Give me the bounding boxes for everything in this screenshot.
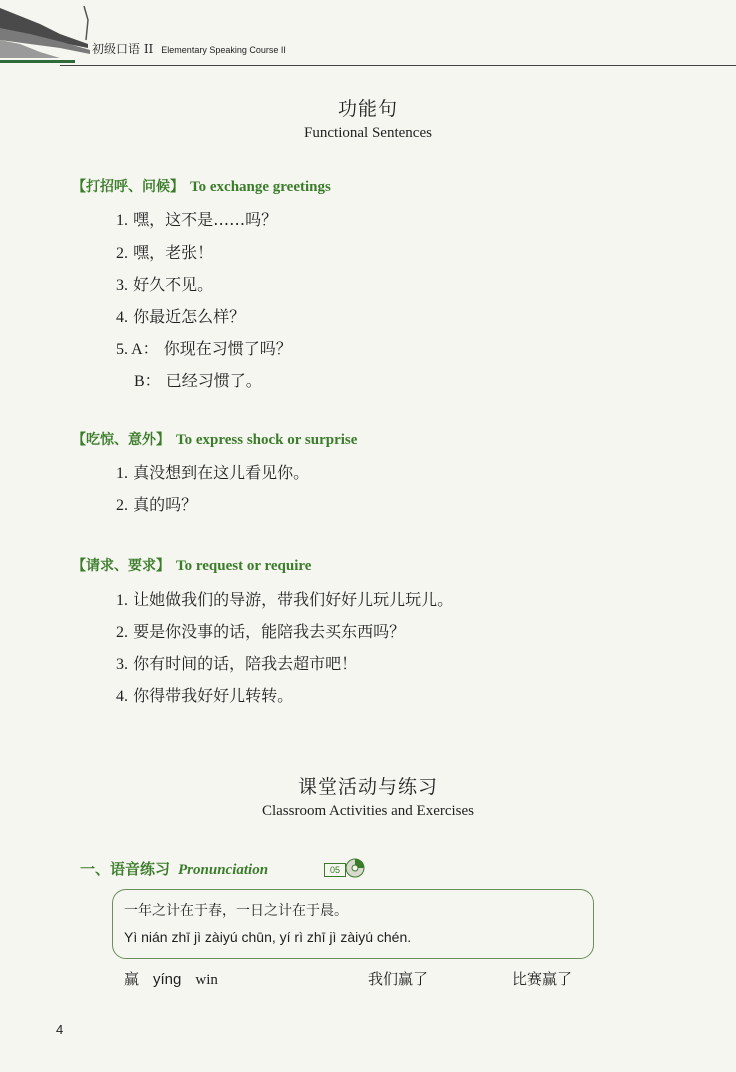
vocab-example-1 (368, 968, 428, 989)
audio-track-badge[interactable]: 05 (324, 863, 346, 877)
sentence-number: 2. (116, 497, 128, 514)
sentence-item (116, 651, 357, 674)
sentence-number: 3. (116, 656, 128, 673)
book-title-en: Elementary Speaking Course II (161, 45, 286, 55)
sentence-number: B： (134, 373, 161, 390)
activities-title-en: Classroom Activities and Exercises (261, 803, 475, 819)
sentence-text: 嘿，老张！ (133, 243, 214, 262)
sentence-text: 真的吗？ (133, 495, 198, 514)
proverb-pinyin: Yì nián zhī jì zàiyú chūn, yí rì zhī jì zàiyú chén. (124, 929, 412, 945)
sentence-item (134, 368, 262, 391)
category-label-en: To exchange greetings (190, 179, 331, 195)
sentence-item (116, 587, 453, 610)
sentence-number: 3. (116, 277, 128, 294)
sentence-text: 你最近怎么样？ (133, 307, 246, 326)
category-heading-request (72, 555, 311, 575)
sentence-text: 真没想到在这儿看见你。 (133, 463, 310, 482)
sentence-text: 你有时间的话，陪我去超市吧！ (133, 654, 358, 673)
sentence-text: 好久不见。 (133, 275, 214, 294)
functional-title-en: Functional Sentences (304, 125, 432, 141)
sentence-text: 要是你没事的话，能陪我去买东西吗？ (133, 622, 406, 641)
pagoda-roof-icon (0, 0, 92, 64)
vocab-pinyin: yíng (153, 971, 182, 988)
running-header (92, 40, 286, 57)
category-label-zh: 【请求、要求】 (72, 558, 170, 574)
sentence-number: 5. A： (116, 341, 159, 358)
pronunciation-heading (80, 858, 268, 879)
proverb-chinese: 一年之计在于春，一日之计在于晨。 (124, 903, 348, 919)
sentence-number: 1. (116, 212, 128, 229)
category-heading-greetings (72, 176, 331, 196)
activities-title-zh: 课堂活动与练习 (297, 776, 438, 798)
header-rule (60, 65, 736, 66)
pronunciation-heading-en: Pronunciation (178, 862, 269, 878)
sentence-text: 嘿，这不是……吗？ (133, 210, 278, 229)
book-title-zh: 初级口语 II (92, 42, 154, 56)
activities-title (0, 772, 736, 820)
category-heading-surprise (72, 429, 357, 449)
sentence-item (116, 460, 309, 483)
sentence-item (116, 304, 245, 327)
category-label-zh: 【吃惊、意外】 (72, 432, 170, 448)
category-label-en: To request or require (176, 558, 312, 574)
vocab-english: win (195, 972, 218, 988)
category-label-zh: 【打招呼、问候】 (72, 179, 184, 195)
category-label-en: To express shock or surprise (176, 432, 358, 448)
header-accent-bar (0, 60, 75, 63)
functional-title (0, 94, 736, 142)
sentence-item (116, 619, 405, 642)
page-number: 4 (56, 1022, 64, 1037)
vocab-example-text: 比赛赢了 (512, 970, 573, 988)
sentence-text: 你得带我好好儿转转。 (133, 686, 294, 705)
sentence-number: 4. (116, 688, 128, 705)
vocab-hanzi: 赢 (124, 970, 140, 988)
sentence-number: 1. (116, 592, 128, 609)
sentence-text: 你现在习惯了吗？ (163, 339, 292, 358)
sentence-item (116, 240, 213, 263)
sentence-item (116, 492, 197, 515)
sentence-number: 1. (116, 465, 128, 482)
pronunciation-heading-zh: 一、语音练习 (80, 860, 171, 878)
sentence-item (116, 272, 213, 295)
sentence-item (116, 207, 277, 230)
sentence-number: 4. (116, 309, 128, 326)
sentence-number: 2. (116, 624, 128, 641)
vocab-entry (124, 968, 218, 989)
vocab-example-2 (512, 968, 572, 989)
sentence-number: 2. (116, 245, 128, 262)
vocab-example-text: 我们赢了 (368, 970, 429, 988)
audio-cd-icon[interactable] (344, 857, 366, 879)
page-header (0, 0, 736, 66)
sentence-item (116, 336, 292, 359)
sentence-text: 让她做我们的导游，带我们好好儿玩儿玩儿。 (133, 590, 454, 609)
sentence-text: 已经习惯了。 (165, 371, 262, 390)
sentence-item (116, 683, 293, 706)
functional-title-zh: 功能句 (337, 98, 398, 120)
